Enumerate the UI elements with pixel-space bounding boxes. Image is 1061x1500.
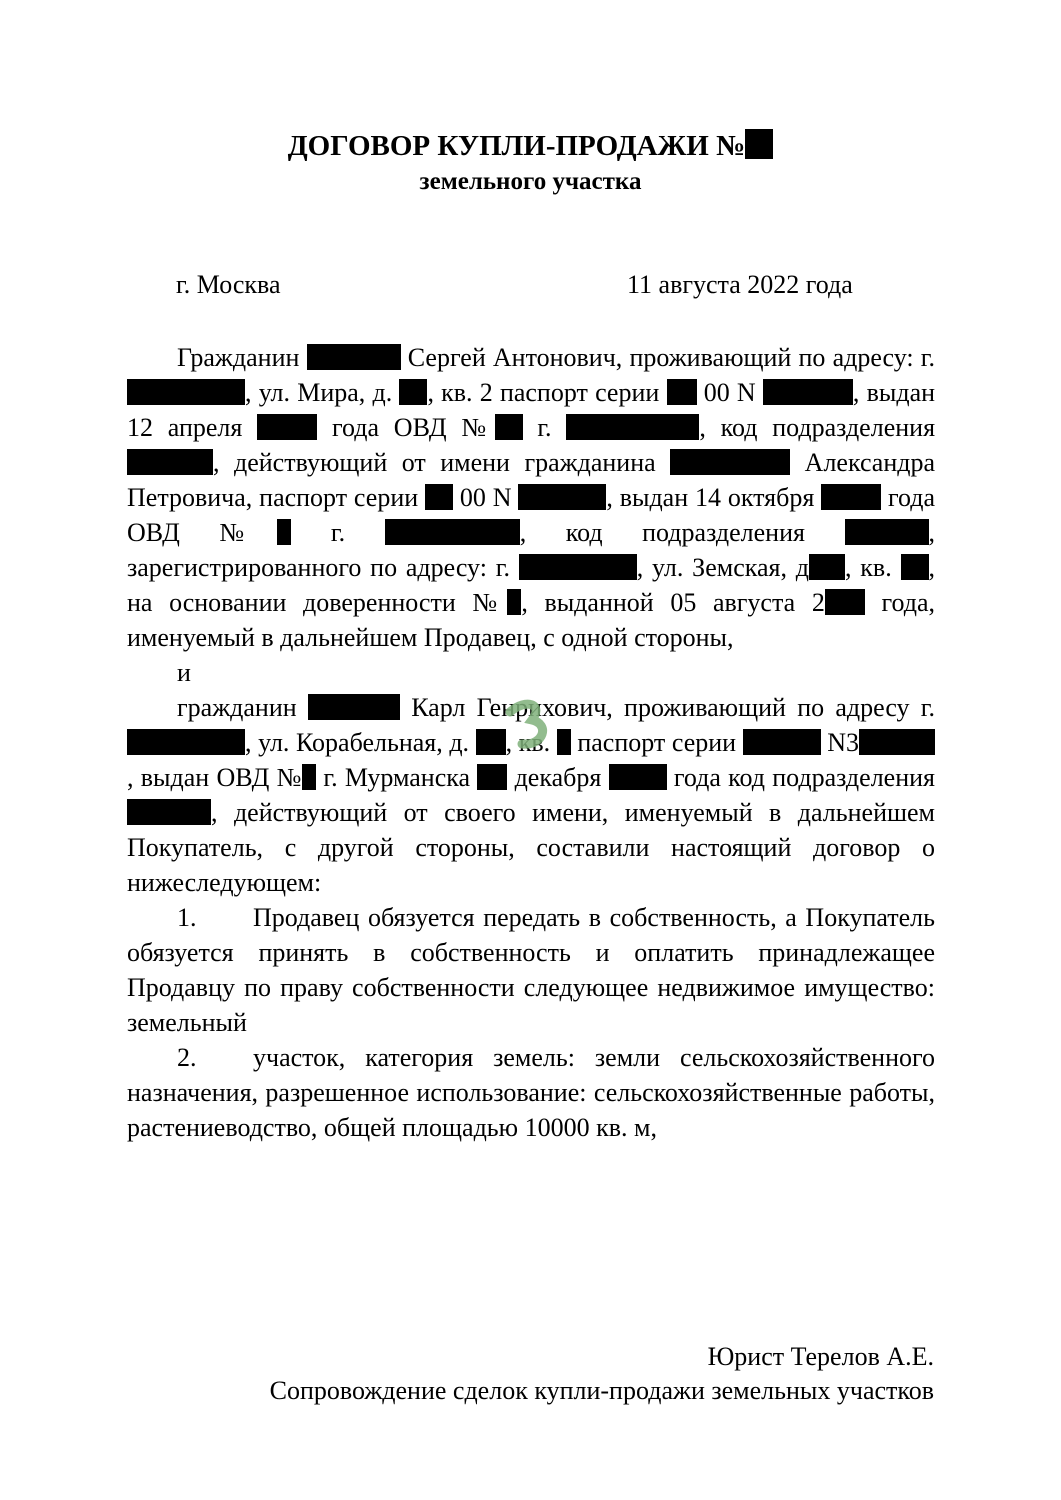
document-subtitle: земельного участка [419,168,642,195]
text-run: декабря [514,763,602,792]
text-run: , действующий от имени гражданина [213,448,656,477]
redaction-bar [495,414,523,440]
redaction-bar [507,589,521,615]
text-run: , зарегистрированного по адресу: г. [127,518,936,582]
text-run: Карл Генрихович, проживающий по адресу г. [411,693,935,722]
text-run: г. [537,413,552,442]
text-run: , выданной 05 августа 2 [521,588,825,617]
text-run: , ул. Корабельная, д. [245,728,470,757]
text-run: паспорт серии [577,728,737,757]
text-run: , ул. Мира, д. [245,378,393,407]
redaction-bar [477,764,507,790]
redaction-bar [302,764,316,790]
footer-service: Сопровождение сделок купли-продажи земельных участков [269,1376,934,1405]
footer-lawyer: Юрист Терелов А.Е. [707,1342,934,1371]
redaction-bar [385,519,520,545]
list-item-2 [127,1040,935,1145]
redaction-bar [825,589,865,615]
redaction-bar [399,379,427,405]
redaction-bar [425,484,453,510]
redaction-bar [901,554,929,580]
text-run: г. [330,518,346,547]
text-run: , действующий от своего имени, именуемый в дальнейшем Покупатель, с другой стороны, составили настоящий договор о нижеследующем: [127,798,935,897]
text-run: года, именуемый в дальнейшем Продавец, с одной стороны, [127,588,936,652]
redaction-bar [667,379,697,405]
text-run: , кв. [505,728,551,757]
redaction-bar [518,484,606,510]
redaction-bar [257,414,317,440]
redaction-bar [307,344,401,370]
redaction-bar [308,694,400,720]
text-run: Сергей Антонович, проживающий по адресу: г. [407,343,936,372]
redaction-bar [566,414,699,440]
text-run: г. Мурманска [323,763,471,792]
text-run: , ул. Земская, д [636,553,809,582]
redaction-bar [277,519,291,545]
text-run: , выдан ОВД № [127,763,303,792]
redaction-bar [845,519,929,545]
text-run: года ОВД № [331,413,495,442]
redaction-bar [127,379,245,405]
list-item-1 [127,900,935,1040]
text-run: Александра Петровича, паспорт серии [127,448,936,512]
text-run: , на основании доверенности № [127,553,936,617]
text-run: года ОВД № [127,483,936,547]
watermark-icon [500,694,560,754]
text-run: , кв. 2 паспорт серии [427,378,660,407]
redaction-bar [743,729,821,755]
list-item-number: 2. [177,1043,197,1072]
text-run: , кв. [845,553,892,582]
text-run: , выдан 12 апреля [127,378,936,442]
redaction-bar [127,729,245,755]
text-run: года код подразделения [673,763,936,792]
redaction-bar [670,449,790,475]
title-text: ДОГОВОР КУПЛИ-ПРОДАЖИ № [287,130,746,162]
document-title [0,128,1061,164]
text-run: 00 N [703,378,756,407]
redaction-bar [745,129,773,159]
list-item-text: участок, категория земель: земли сельскохозяйственного назначения, разрешенное использование: сельскохозяйственные работы, растениеводство, общей площадью 10000 кв. м, [127,1043,935,1142]
redaction-bar [821,484,881,510]
text-run: 00 N [459,483,512,512]
redaction-bar [127,799,211,825]
redaction-bar [609,764,667,790]
text-run: , выдан 14 октября [606,483,815,512]
redaction-bar [809,554,845,580]
text-run: гражданин [177,693,297,722]
redaction-bar [859,729,935,755]
text-run: , код подразделения [699,413,936,442]
redaction-bar [763,379,853,405]
list-item-text: Продавец обязуется передать в собственность, а Покупатель обязуется принять в собственность и оплатить принадлежащее Продавцу по праву собственности следующее недвижимое имущество: земельный [127,903,935,1037]
text-run: Гражданин [177,343,300,372]
paragraph-seller [127,340,935,655]
paragraph-and: и [177,658,191,687]
list-item-number: 1. [177,903,197,932]
date-text: 11 августа 2022 года [627,270,853,299]
text-run: , код подразделения [519,518,805,547]
place-text: г. Москва [176,270,281,299]
redaction-bar [127,449,213,475]
text-run: N3 [827,728,860,757]
redaction-bar [519,554,637,580]
